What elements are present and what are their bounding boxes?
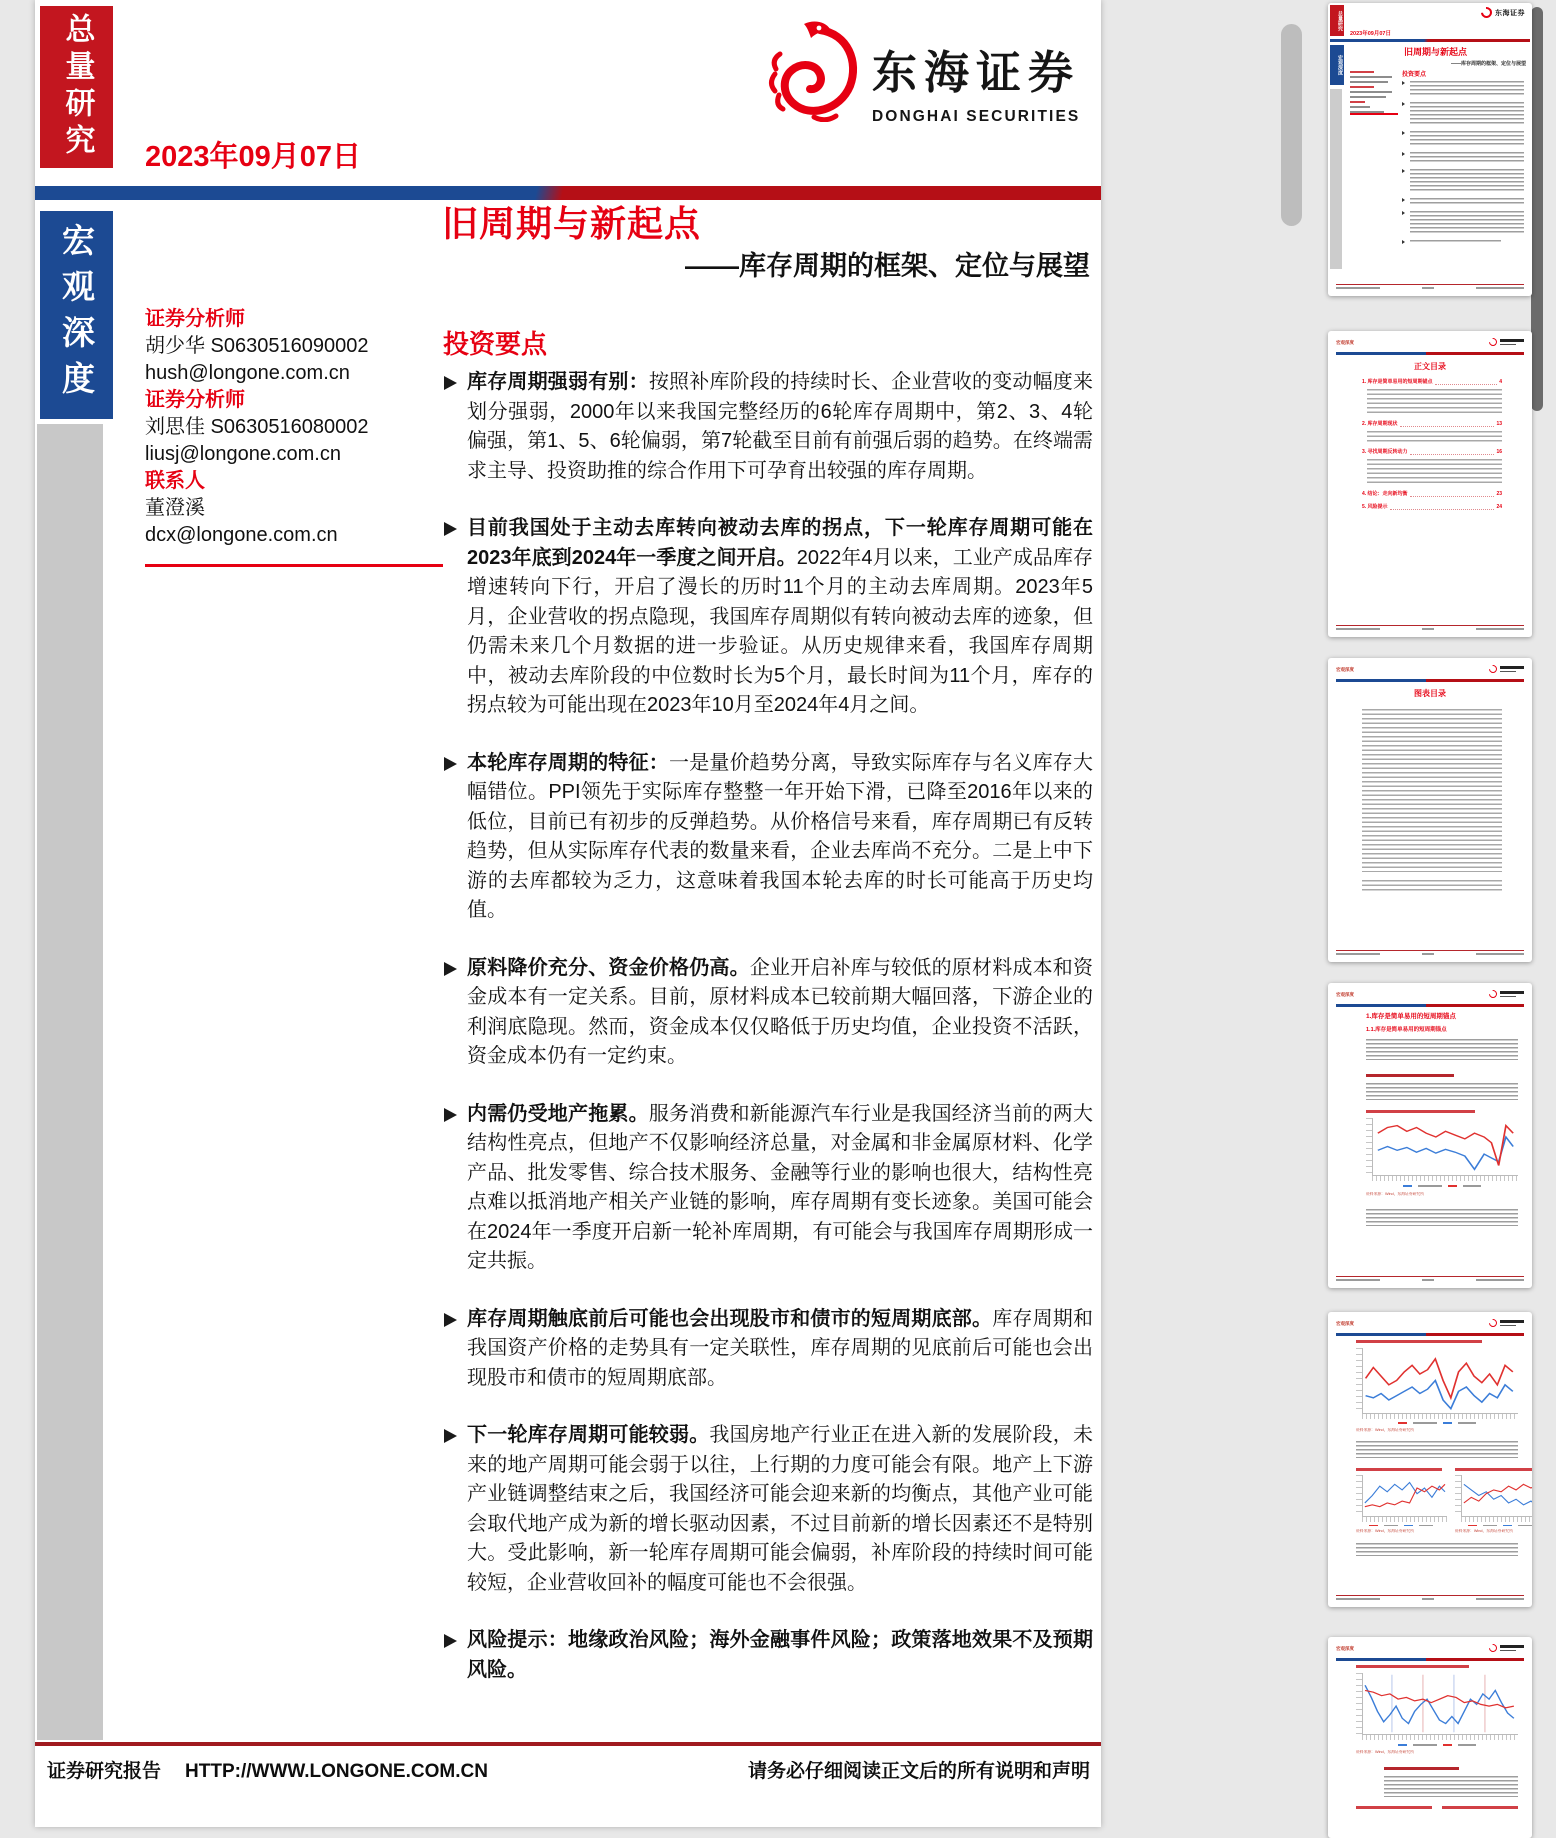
mini-brand-logo — [1489, 665, 1524, 673]
analyst-divider — [145, 564, 443, 567]
mini-divider-bar — [1336, 679, 1524, 682]
page-footer — [47, 1756, 1090, 1783]
footer-report-label: 证券研究报告 — [47, 1761, 162, 1782]
category-label: 总量研究 — [60, 13, 94, 161]
footer-url: HTTP://WWW.LONGONE.COM.CN — [185, 1761, 488, 1782]
thumbnail-page-2[interactable] — [1328, 331, 1532, 637]
mini-brand-logo — [1481, 7, 1525, 18]
line-chart-icon — [1461, 1475, 1532, 1517]
mini-footer — [1336, 950, 1524, 955]
mini-subtitle: ——库存周期的框架、定位与展望 — [1450, 61, 1526, 67]
report-date: 2023年09月07日 — [145, 141, 362, 173]
mini-subheading — [1366, 1074, 1454, 1077]
mini-category-box: 总量研究 — [1330, 5, 1344, 36]
mini-subheading — [1384, 1767, 1459, 1770]
toc-entry: 3. 寻找周期反转动力 16 — [1362, 449, 1502, 455]
mini-dragon-icon — [1487, 336, 1498, 347]
mini-section-heading: 投资要点 — [1402, 72, 1427, 78]
figures-title: 图表目录 — [1414, 689, 1446, 698]
mini-header: 宏观深度 — [1336, 990, 1524, 1002]
chart-caption — [1356, 1665, 1469, 1668]
mini-footer — [1336, 1595, 1524, 1600]
mini-brand-logo — [1489, 338, 1524, 346]
source-note: 资料来源：Wind，东海证券研究所 — [1366, 1191, 1425, 1196]
mini-brand-logo — [1489, 1319, 1524, 1327]
section-heading: 投资要点 — [443, 329, 548, 359]
analyst-email: hush@longone.com.cn — [145, 362, 350, 384]
footer-disclaimer: 请务必仔细阅读正文后的所有说明和声明 — [747, 1761, 1090, 1782]
page-title: 旧周期与新起点 — [442, 203, 702, 244]
analyst-email: liusj@longone.com.cn — [145, 443, 341, 465]
key-point: 库存周期触底前后可能也会出现股市和债市的短周期底部。库存周期和我国资产价格的走势具有一定关联性，库存周期的见底前后可能也会出现股市和债市的短周期底部。 — [443, 1305, 1093, 1394]
source-note: 资料来源：Wind，东海证券研究所 — [1356, 1749, 1415, 1754]
key-point: 目前我国处于主动去库转向被动去库的拐点，下一轮库存周期可能在2023年底到2024年一季度之间开启。2022年4月以来，工业产成品库存增速转向下行，开启了漫长的历时11个月的主动去库周期。2023年5月，企业营收的拐点隐现，我国库存周期似有转向被动去库的迹象，但仍需未来几个月数据的进一步验证。从历史规律来看，我国库存周期中，被动去库阶段的中位数时长为5个月，最长时间为11个月，库存的拐点较为可能出现在2023年10月至2024年4月之间。 — [443, 514, 1093, 721]
chart-legend — [1356, 1744, 1518, 1746]
thumbnail-page-4[interactable] — [1328, 983, 1532, 1288]
mini-header: 宏观深度 — [1336, 665, 1524, 677]
thumbnail-page-1[interactable] — [1328, 3, 1532, 296]
thumbnail-page-5[interactable] — [1328, 1312, 1532, 1607]
toc-entry: 1. 库存是简单易用的短周期锚点 4 — [1362, 379, 1502, 385]
mini-dragon-icon — [1479, 5, 1494, 20]
analyst-block — [145, 306, 369, 549]
thumbnail-panel-scrollbar[interactable] — [1531, 7, 1543, 411]
mini-chart — [1366, 1118, 1518, 1176]
mini-divider-bar — [1336, 1658, 1524, 1661]
contact-name: 董澄溪 — [145, 497, 205, 519]
mini-header: 宏观深度 — [1336, 1319, 1524, 1331]
mini-footer — [1336, 625, 1524, 630]
mini-divider-bar — [1336, 1004, 1524, 1007]
section-h2: 1.1.库存是简单易用的短周期锚点 — [1366, 1027, 1447, 1033]
brand-wordmark — [872, 20, 1080, 126]
mini-dragon-icon — [1487, 1642, 1498, 1653]
toc-title: 正文目录 — [1414, 362, 1446, 371]
analyst-role: 证券分析师 — [145, 389, 245, 411]
line-chart-icon — [1362, 1475, 1447, 1517]
mini-title: 旧周期与新起点 — [1404, 47, 1468, 57]
line-chart-icon — [1362, 1348, 1518, 1414]
category-box — [40, 6, 113, 168]
mini-divider-bar — [1336, 352, 1524, 355]
mini-chart — [1356, 1348, 1518, 1414]
footer-divider — [35, 1742, 1101, 1746]
mini-dragon-icon — [1487, 1317, 1498, 1328]
mini-chart-left: 资料来源：Wind，东海证券研究所 — [1356, 1468, 1447, 1535]
brand-name-en: DONGHAI SECURITIES — [872, 108, 1081, 125]
mini-dragon-icon — [1487, 988, 1498, 999]
chart-caption — [1366, 1110, 1475, 1113]
left-rail — [37, 424, 103, 1740]
contact-email: dcx@longone.com.cn — [145, 524, 338, 546]
report-page — [35, 0, 1101, 1827]
mini-header: 宏观深度 — [1336, 338, 1524, 350]
brand-name-cn: 东海证券 — [872, 47, 1081, 98]
key-point: 内需仍受地产拖累。服务消费和新能源汽车行业是我国经济当前的两大结构性亮点，但地产不仅影响经济总量，对金属和非金属原材料、化学产品、批发零售、综合技术服务、金融等行业的影响也很大，结构性亮点难以抵消地产相关产业链的影响，库存周期有变长迹象。美国可能会在2024年一季度开启新一轮补库周期，有可能会与我国库存周期形成一定共振。 — [443, 1100, 1093, 1277]
mini-brand-name: 东海证券 — [1495, 9, 1525, 17]
mini-header: 宏观深度 — [1336, 1644, 1524, 1656]
thumbnail-page-6[interactable] — [1328, 1637, 1532, 1838]
report-type-label: 宏观深度 — [58, 223, 95, 407]
mini-chart-right: 资料来源：Wind，东海证券研究所 — [1455, 1468, 1532, 1535]
section-h1: 1.库存是简单易用的短周期锚点 — [1366, 1013, 1456, 1020]
mini-body-text — [1402, 81, 1524, 249]
toc-entry: 2. 库存周期现状 13 — [1362, 421, 1502, 427]
key-points-list — [443, 368, 1093, 1685]
analyst-name: 刘思佳 S0630516080002 — [145, 416, 369, 438]
analyst-role: 证券分析师 — [145, 308, 245, 330]
analyst-name: 胡少华 S0630516090002 — [145, 335, 369, 357]
toc-list — [1362, 379, 1502, 511]
key-point-risk: 风险提示：地缘政治风险；海外金融事件风险；政策落地效果不及预期风险。 — [443, 1626, 1093, 1685]
chart-legend — [1366, 1185, 1518, 1187]
mini-analyst-block — [1350, 71, 1396, 116]
page-subtitle: ——库存周期的框架、定位与展望 — [685, 251, 1090, 281]
thumbnail-page-3[interactable] — [1328, 658, 1532, 962]
toc-entry: 4. 结论：走向新均衡 23 — [1362, 491, 1502, 497]
line-chart-icon — [1362, 1673, 1518, 1735]
figures-list — [1362, 706, 1502, 898]
mini-date: 2023年09月07日 — [1350, 31, 1391, 37]
mini-brand-logo — [1489, 1644, 1524, 1652]
mini-report-type-box: 宏观深度 — [1330, 45, 1344, 85]
report-type-box — [40, 211, 113, 419]
mini-footer — [1336, 1276, 1524, 1281]
mini-analyst-divider — [1350, 113, 1398, 115]
source-note: 资料来源：Wind，东海证券研究所 — [1356, 1427, 1415, 1432]
chart-legend — [1356, 1422, 1518, 1424]
toc-entry: 5. 风险提示 24 — [1362, 504, 1502, 510]
mini-chart — [1356, 1673, 1518, 1735]
document-scrollbar-thumb[interactable] — [1281, 24, 1302, 226]
chart-caption — [1356, 1340, 1482, 1343]
mini-left-rail — [1330, 89, 1342, 269]
key-point: 下一轮库存周期可能较弱。我国房地产行业正在进入新的发展阶段，未来的地产周期可能会弱于以往，上行期的力度可能会有限。地产上下游产业链调整结束之后，我国经济可能会迎来新的均衡点，其他产业可能会取代地产成为新的增长驱动因素，不过目前新的增长因素还不是特别大。受此影响，新一轮库存周期可能会偏弱，补库阶段的持续时间可能较短，企业营收回补的幅度可能也不会很强。 — [443, 1421, 1093, 1598]
mini-footer — [1336, 284, 1524, 289]
brand-logo — [762, 20, 1080, 126]
line-chart-icon — [1372, 1118, 1518, 1176]
key-point: 库存周期强弱有别：按照补库阶段的持续时长、企业营收的变动幅度来划分强弱，2000年以来我国完整经历的6轮库存周期中，第2、3、4轮偏强，第1、5、6轮偏弱，第7轮截至目前有前强后弱的趋势。在终端需求主导、投资助推的综合作用下可孕育出较强的库存周期。 — [443, 368, 1093, 486]
footer-left — [47, 1756, 488, 1783]
mini-brand-logo — [1489, 990, 1524, 998]
contact-role: 联系人 — [145, 470, 205, 492]
mini-divider-bar — [1336, 1333, 1524, 1336]
mini-dragon-icon — [1487, 663, 1498, 674]
mini-divider-bar — [1330, 39, 1530, 42]
dragon-logo-icon — [762, 20, 862, 122]
key-point: 原料降价充分、资金价格仍高。企业开启补库与较低的原材料成本和资金成本有一定关系。目前，原材料成本已较前期大幅回落，下游企业的利润底隐现。然而，资金成本仅仅略低于历史均值，企业投资不活跃，资金成本仍有一定约束。 — [443, 954, 1093, 1072]
key-point: 本轮库存周期的特征：一是量价趋势分离，导致实际库存与名义库存大幅错位。PPI领先于实际库存整整一年开始下滑，已降至2016年以来的低位，目前已有初步的反弹趋势。从价格信号来看，库存周期已有反转趋势，但从实际库存代表的数量来看，企业去库尚不充分。二是上中下游的去库都较为乏力，这意味着我国本轮去库的时长可能高于历史均值。 — [443, 749, 1093, 926]
